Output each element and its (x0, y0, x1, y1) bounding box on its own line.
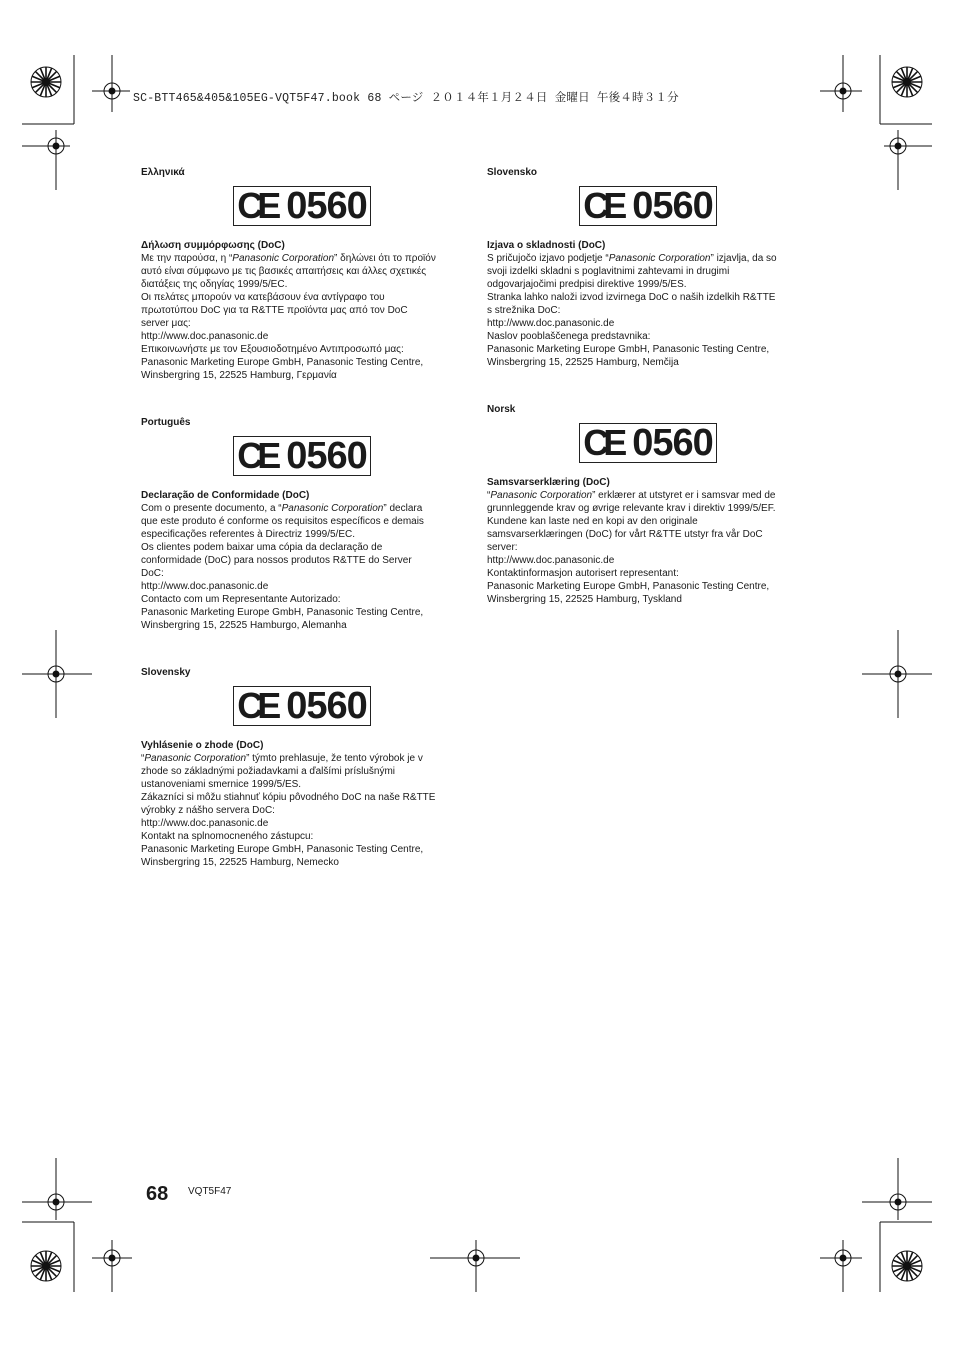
body-line: αυτό είναι σύμφωνο με τις βασικές απαιτήσεις και άλλες σχετικές (141, 266, 427, 277)
body-line: Panasonic Marketing Europe GmbH, Panasonic Testing Centre, (487, 581, 770, 592)
body-line: especificações referentes à Directriz 1999/5/EC. (141, 529, 355, 540)
doc-body (141, 252, 471, 382)
body-line: Panasonic Marketing Europe GmbH, Panasonic Testing Centre, (141, 607, 424, 618)
ce-logo: CE (583, 422, 622, 463)
body-line: Οι πελάτες μπορούν να κατεβάσουν ένα αντίγραφο του (141, 292, 385, 303)
body-line: Winsbergring 15, 22525 Hamburg, Γερμανία (141, 370, 337, 381)
body-line: Panasonic Marketing Europe GmbH, Panasonic Testing Centre, (141, 844, 424, 855)
notified-body-number: 0560 (286, 185, 367, 227)
body-line: grunnleggende krav og øvrige relevante krav i direktiv 1999/5/EF. (487, 503, 776, 514)
body-line: Os clientes podem baixar uma cópia da declaração de (141, 542, 383, 553)
body-line: ustanoveniami smernice 1999/5/ES. (141, 779, 302, 790)
doc-body (487, 252, 817, 369)
company-name: Panasonic Corporation (281, 503, 384, 514)
body-line: Kontaktinformasjon autorisert representant: (487, 568, 679, 579)
notified-body-number: 0560 (286, 685, 367, 727)
doc-url: http://www.doc.panasonic.de (141, 581, 269, 592)
body-line: Winsbergring 15, 22525 Hamburg, Tyskland (487, 594, 682, 605)
body-line: διατάξεις της οδηγίας 1999/5/EC. (141, 279, 288, 290)
doc-body (487, 489, 817, 606)
notified-body-number: 0560 (632, 422, 713, 464)
section-greek (141, 167, 471, 382)
body-line: svoji izdelki skladni s poglavitnimi zahtevami in drugimi (487, 266, 730, 277)
body-line: πρωτοτύπου DoC για τα R&TTE προϊόντα μας από τον DoC (141, 305, 408, 316)
doc-url: http://www.doc.panasonic.de (487, 555, 615, 566)
doc-title: Declaração de Conformidade (DoC) (141, 490, 310, 501)
doc-url: http://www.doc.panasonic.de (141, 331, 269, 342)
document-code: VQT5F47 (188, 1186, 232, 1197)
body-line: Stranka lahko naloži izvod izvirnega DoC o naših izdelkih R&TTE (487, 292, 776, 303)
company-name: Panasonic Corporation (232, 253, 335, 264)
section-slovenian (487, 167, 817, 369)
body-line: odgovarjajočimi predpisi direktive 1999/5/ES. (487, 279, 687, 290)
body-line: que este produto é conforme os requisitos específicos e demais (141, 516, 424, 527)
doc-title: Vyhlásenie o zhode (DoC) (141, 740, 264, 751)
body-line: “Panasonic Corporation” týmto prehlasuje, že tento výrobok je v (141, 753, 423, 764)
body-line: Winsbergring 15, 22525 Hamburg, Nemecko (141, 857, 339, 868)
body-line: samsvarserklæringen (DoC) for vårt R&TTE utstyr fra vår DoC (487, 529, 763, 540)
ce-logo: CE (237, 185, 276, 226)
ce-logo: CE (583, 185, 622, 226)
body-line: DoC: (141, 568, 164, 579)
body-line: Kontakt na splnomocneného zástupcu: (141, 831, 314, 842)
ce-mark-box (233, 686, 371, 726)
ce-mark-box (579, 186, 717, 226)
doc-title: Δήλωση συμμόρφωσης (DoC) (141, 240, 285, 251)
body-line: zhode so základnými požiadavkami a ďalšími príslušnými (141, 766, 396, 777)
body-line: s strežnika DoC: (487, 305, 561, 316)
ce-mark-box (233, 186, 371, 226)
doc-title: Samsvarserklæring (DoC) (487, 477, 610, 488)
body-line: S pričujočo izjavo podjetje “Panasonic Corporation” izjavlja, da so (487, 253, 777, 264)
notified-body-number: 0560 (632, 185, 713, 227)
company-name: Panasonic Corporation (144, 753, 247, 764)
section-slovak (141, 667, 471, 869)
language-heading: Slovensky (141, 667, 191, 678)
body-line: “Panasonic Corporation” erklærer at utstyret er i samsvar med de (487, 490, 776, 501)
body-line: výrobky z nášho servera DoC: (141, 805, 275, 816)
body-line: server: (487, 542, 518, 553)
ce-mark-box (579, 423, 717, 463)
doc-body (141, 752, 471, 869)
body-line: Winsbergring 15, 22525 Hamburg, Nemčija (487, 357, 679, 368)
company-name: Panasonic Corporation (490, 490, 593, 501)
body-line: Naslov pooblaščenega predstavnika: (487, 331, 651, 342)
section-portuguese (141, 417, 471, 632)
book-header: SC-BTT465&405&105EG-VQT5F47.book 68 ページ ２０１４年１月２４日 金曜日 午後４時３１分 (133, 92, 679, 105)
doc-url: http://www.doc.panasonic.de (141, 818, 269, 829)
ce-logo: CE (237, 685, 276, 726)
body-line: conformidade (DoC) para nossos produtos R&TTE do Server (141, 555, 412, 566)
body-line: server μας: (141, 318, 191, 329)
section-norwegian (487, 404, 817, 606)
doc-url: http://www.doc.panasonic.de (487, 318, 615, 329)
body-line: Contacto com um Representante Autorizado: (141, 594, 341, 605)
body-line: Panasonic Marketing Europe GmbH, Panasonic Testing Centre, (141, 357, 424, 368)
company-name: Panasonic Corporation (608, 253, 711, 264)
ce-logo: CE (237, 435, 276, 476)
body-line: Winsbergring 15, 22525 Hamburgo, Alemanha (141, 620, 347, 631)
doc-title: Izjava o skladnosti (DoC) (487, 240, 606, 251)
body-line: Με την παρούσα, η “Panasonic Corporation” δηλώνει ότι το προϊόν (141, 253, 436, 264)
body-line: Com o presente documento, a “Panasonic Corporation” declara (141, 503, 423, 514)
body-line: Επικοινωνήστε με τον Εξουσιοδοτημένο Αντιπροσωπό μας: (141, 344, 404, 355)
body-line: Kundene kan laste ned en kopi av den originale (487, 516, 698, 527)
language-heading: Português (141, 417, 191, 428)
body-line: Panasonic Marketing Europe GmbH, Panasonic Testing Centre, (487, 344, 770, 355)
body-line: Zákazníci si môžu stiahnuť kópiu pôvodného DoC na naše R&TTE (141, 792, 436, 803)
page-number: 68 (146, 1183, 169, 1205)
doc-body (141, 502, 471, 632)
ce-mark-box (233, 436, 371, 476)
language-heading: Ελληνικά (141, 167, 185, 178)
notified-body-number: 0560 (286, 435, 367, 477)
language-heading: Slovensko (487, 167, 538, 178)
language-heading: Norsk (487, 404, 516, 415)
